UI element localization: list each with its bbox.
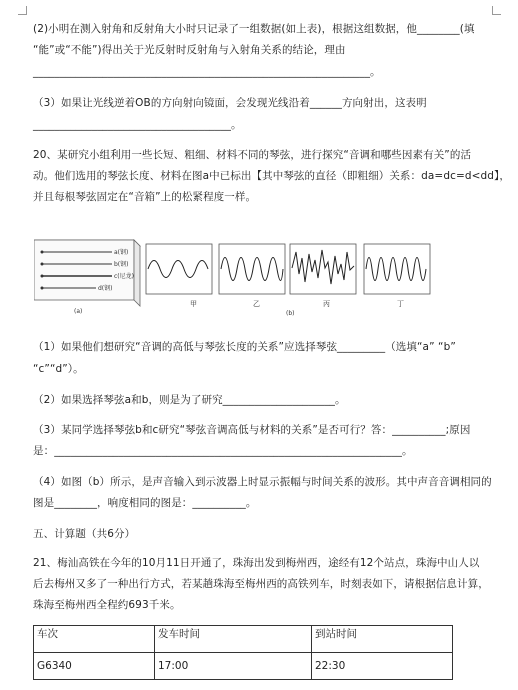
q3-answer-blank: _____________________________________。 [33, 119, 242, 131]
wave-box-jia [146, 244, 212, 294]
train-timetable [33, 625, 453, 680]
table-row [34, 653, 453, 680]
q20-4-line-1: （4）如图（b）所示，是声音输入到示波器上时显示振幅与时间关系的波形。其中声音音调相同的 [33, 476, 492, 488]
header-departure-time: 发车时间 [155, 626, 312, 653]
wave-label-bing: 丙 [323, 300, 330, 308]
q21-line-2: 后去梅州又多了一种出行方式，若某趟珠海至梅州西的高铁列车，时刻表如下，请根据信息计算， [33, 578, 489, 590]
q20-intro-line-3: 并且每根琴弦固定在“音箱”上的松紧程度一样。 [33, 191, 257, 203]
q3-line-1: （3）如果让光线逆着OB的方向射向镜面，会发现光线沿着______方向射出，这表明 [33, 97, 427, 109]
waveform-yi [221, 258, 283, 281]
string-a-label: a(钢) [114, 249, 129, 256]
q2-answer-blank: _______________________________________________________________。 [33, 66, 381, 78]
q20-intro-line-2: 动。他们选用的琴弦长度、材料在图a中已标出【其中琴弦的直径（即粗细）关系：da=dc=d<dd】， [33, 170, 511, 182]
q21-line-3: 珠海至梅州西全程约693千米。 [33, 599, 181, 611]
table-header-row [34, 626, 453, 653]
string-d-label: d(钢) [98, 285, 113, 292]
string-c-label: c(尼龙) [114, 273, 134, 280]
figure-b-caption: (b) [286, 310, 295, 317]
wave-label-yi: 乙 [253, 300, 260, 308]
page-corner-mark-left [18, 6, 27, 15]
strings-and-waveforms-figure [34, 238, 454, 318]
q20-intro-line-1: 20、某研究小组利用一些长短、粗细、材料不同的琴弦，进行探究“音调和哪些因素有关”的活 [33, 149, 472, 161]
cell-arrival-time: 22:30 [312, 653, 453, 680]
figure-a-caption: (a) [74, 308, 83, 315]
header-arrival-time: 到站时间 [312, 626, 453, 653]
section-heading: 五、计算题（共6分） [33, 528, 136, 540]
header-train-number: 车次 [34, 626, 155, 653]
q2-line-2: “能”或“不能”)得出关于光反射时反射角与入射角关系的结论，理由 [33, 44, 346, 56]
q20-2: （2）如果选择琴弦a和b，则是为了研究_____________________。 [33, 394, 346, 406]
cell-departure-time: 17:00 [155, 653, 312, 680]
q20-1-line-2: “c”“d”）。 [33, 363, 84, 375]
wave-label-jia: 甲 [190, 300, 197, 308]
q20-4-line-2: 图是________，响度相同的图是：__________。 [33, 497, 257, 509]
cell-train-number: G6340 [34, 653, 155, 680]
waveform-bing [292, 250, 354, 284]
waveform-ding [366, 258, 426, 281]
q20-1-line-1: （1）如果他们想研究“音调的高低与琴弦长度的关系”应选择琴弦_________（选填“a” “b” [33, 341, 456, 353]
page-corner-mark-right [492, 6, 501, 15]
wave-label-ding: 丁 [397, 300, 404, 308]
q2-line-1: (2)小明在测入射角和反射角大小时只记录了一组数据(如上表)，根据这组数据，他________(填 [33, 23, 475, 35]
waveform-jia [148, 261, 208, 278]
q20-3-line-2: 是：_________________________________________________________________。 [33, 445, 413, 457]
string-b-label: b(钢) [114, 261, 129, 268]
q21-line-1: 21、梅汕高铁在今年的10月11日开通了，珠海出发到梅州西，途经有12个站点，珠海中山人以 [33, 557, 480, 569]
q20-3-line-1: （3）某同学选择琴弦b和c研究“琴弦音调高低与材料的关系”是否可行？答：__________;原因 [33, 424, 471, 436]
